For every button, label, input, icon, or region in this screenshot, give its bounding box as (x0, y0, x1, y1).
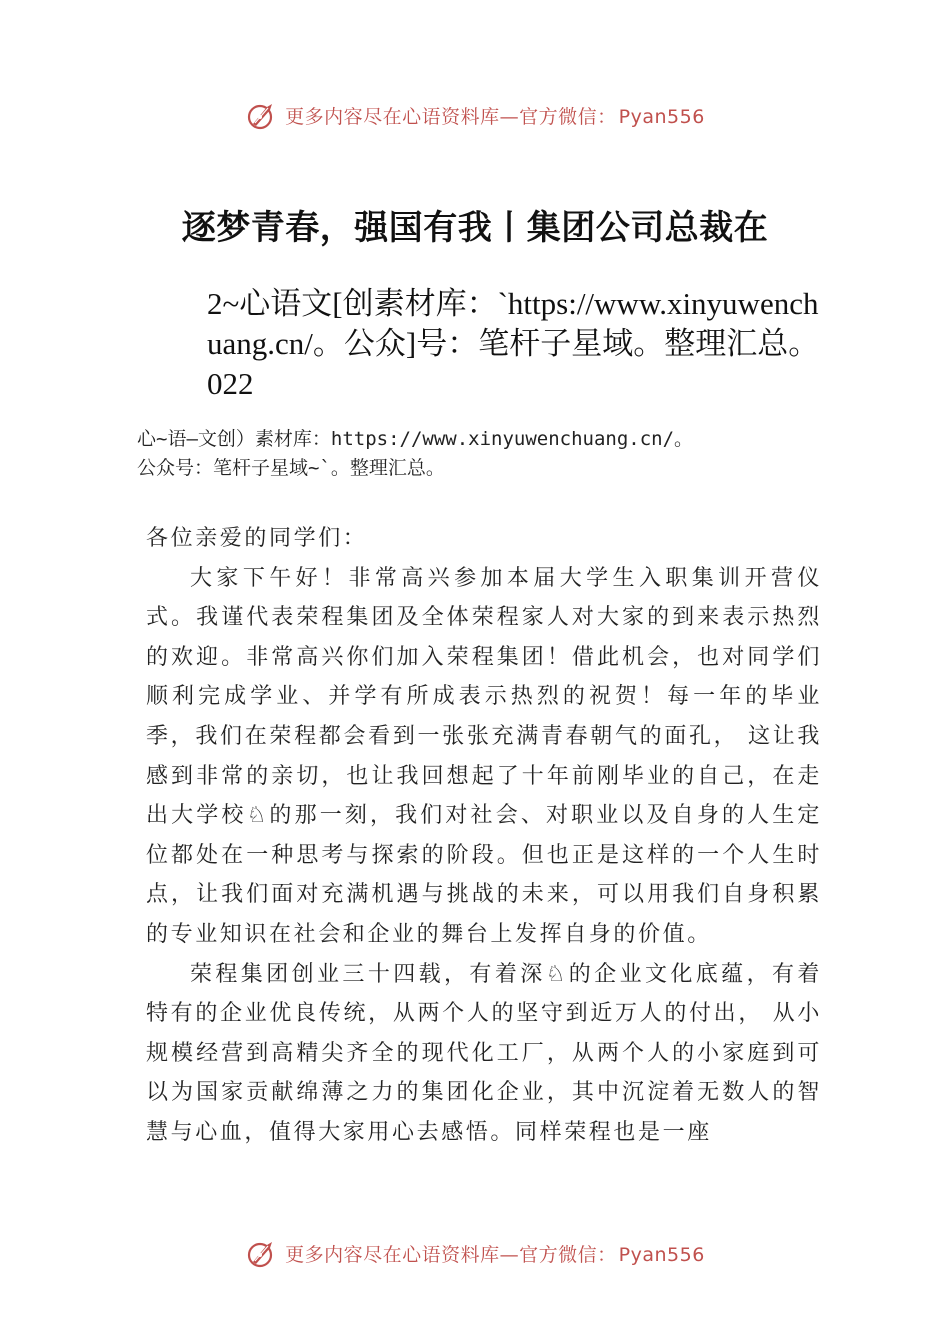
document-subtitle: 2~心语文[创素材库：`https://www.xinyuwenchuang.cn/。公众]号：笔杆子星域。整理汇总。022 (207, 286, 820, 401)
source-note-line-2: 公众号：笔杆子星域~`。整理汇总。 (137, 457, 445, 479)
document-body (146, 519, 822, 1209)
watermark-text: 更多内容尽在心语资料库—官方微信： Pyan556 (285, 105, 705, 128)
source-note-line-1: 心~语—文创）素材库：https://www.xinyuwenchuang.cn/。 (137, 428, 694, 450)
paragraph-2: 荣程集团创业三十四载，有着深♘的企业文化底蕴，有着特有的企业优良传统，从两个人的坚守到近万人的付出， 从小规模经营到高精尖齐全的现代化工厂，从两个人的小家庭到可以为国家贡献绵薄之力的集团化企业，其中沉淀着无数人的智慧与心血，值得大家用心去感悟。同样荣程也是一座 (146, 961, 822, 1145)
paragraph-1: 大家下午好！非常高兴参加本届大学生入职集训开营仪式。我谨代表荣程集团及全体荣程家人对大家的到来表示热烈的欢迎。非常高兴你们加入荣程集团！借此机会，也对同学们顺利完成学业、并学有所成表示热烈的祝贺！每一年的毕业季，我们在荣程都会看到一张张充满青春朝气的面孔， 这让我感到非常的亲切，也让我回想起了十年前刚毕业的自己，在走出大学校♘的那一刻，我们对社会、对职业以及自身的人生定位都处在一种思考与探索的阶段。但也正是这样的一个人生时点，让我们面对充满机遇与挑战的未来，可以用我们自身积累的专业知识在社会和企业的舞台上发挥自身的价值。 (146, 565, 822, 947)
source-note (137, 425, 827, 483)
watermark-wechat-id: Pyan556 (618, 1243, 705, 1266)
footer-watermark (0, 1233, 950, 1273)
document-title: 逐梦青春，强国有我丨集团公司总裁在 (181, 208, 769, 248)
watermark-text: 更多内容尽在心语资料库—官方微信： Pyan556 (285, 1243, 705, 1266)
pen-nib-logo-icon (245, 98, 279, 132)
greeting: 各位亲爱的同学们： (146, 526, 368, 551)
watermark-wechat-id: Pyan556 (618, 105, 705, 128)
header-watermark (0, 95, 950, 135)
pen-nib-logo-icon (245, 1236, 279, 1270)
